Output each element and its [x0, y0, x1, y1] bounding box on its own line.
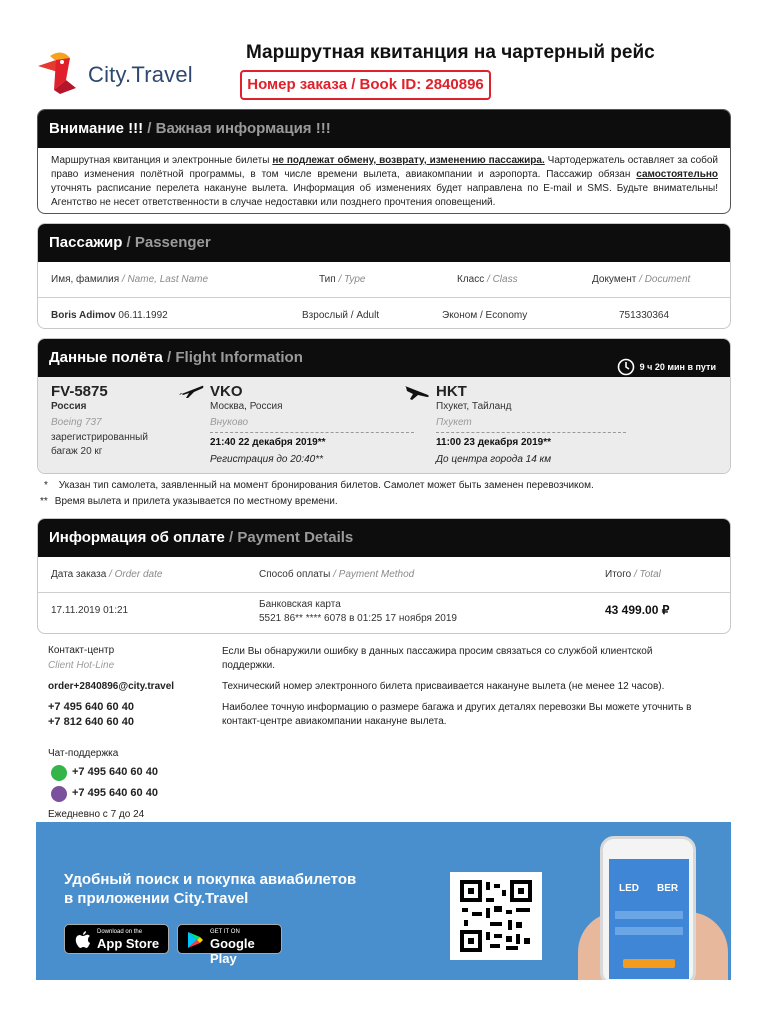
banner-line: Удобный поиск и покупка авиабилетов [64, 871, 357, 888]
warning-section [37, 109, 731, 214]
payment-header [38, 519, 730, 557]
arrival-airport: Пхукет [436, 417, 472, 428]
passenger-subtitle: / Passenger [122, 234, 211, 251]
whatsapp-number[interactable]: +7 495 640 60 40 [72, 766, 158, 778]
col-class-header [457, 262, 518, 298]
footnote-text: Указан тип самолета, заявленный на момент бронирования билетов. Самолет может быть заменен перевозчиком. [58, 480, 594, 491]
warning-text [38, 148, 730, 210]
payment-table-header [38, 557, 730, 593]
col-date-header [51, 557, 162, 593]
passenger-section [37, 223, 731, 329]
phone-field [615, 927, 683, 935]
col-label: Итого [605, 569, 632, 580]
google-play-icon [187, 931, 204, 949]
qr-code[interactable] [450, 872, 542, 960]
footnotes [40, 478, 594, 510]
passenger-table-header [38, 262, 730, 298]
arrival-time: 11:00 23 декабря 2019** [436, 437, 551, 448]
aircraft-type: Boeing 737 [51, 417, 102, 428]
col-label: Документ [592, 274, 637, 285]
google-play-label: Google Play [210, 936, 255, 966]
divider [210, 432, 414, 433]
footnote [44, 478, 594, 494]
flight-country: Россия [51, 401, 87, 412]
flight-details [38, 377, 730, 474]
col-label: Класс [457, 274, 485, 285]
warning-emphasis: самостоятельно [636, 169, 718, 180]
logo-text: City.Travel [88, 62, 193, 87]
payment-subtitle: / Payment Details [224, 529, 354, 546]
app-store-button[interactable] [64, 924, 169, 954]
info-paragraph: Если Вы обнаружили ошибку в данных пассажира просим связаться со службой клиентской поддержки. [222, 646, 653, 671]
col-sublabel: / Total [631, 569, 661, 580]
table-row [38, 593, 730, 634]
departure-city: Москва, Россия [210, 401, 283, 412]
app-store-small-text: Download on the [97, 929, 143, 935]
divider [436, 432, 626, 433]
col-sublabel: / Name, Last Name [119, 274, 209, 285]
duration-text: 9 ч 20 мин в пути [639, 362, 716, 372]
warning-subtitle: / Важная информация !!! [143, 120, 331, 137]
passenger-type: Взрослый / Adult [302, 310, 380, 321]
chat-support-label: Чат-поддержка [48, 748, 119, 759]
departure-time: 21:40 22 декабря 2019** [210, 437, 326, 448]
col-sublabel: / Order date [106, 569, 163, 580]
passenger-name-text: Boris Adimov [51, 310, 116, 321]
departure-code: VKO [210, 383, 243, 400]
passenger-header [38, 224, 730, 262]
city-distance: До центра города 14 км [436, 454, 552, 465]
flight-section [37, 338, 731, 474]
flight-title: Данные полёта [49, 349, 163, 366]
app-store-label: App Store [97, 936, 160, 951]
registration-deadline: Регистрация до 20:40** [210, 454, 324, 465]
warning-text-part: Маршрутная квитанция и электронные билеты [51, 155, 273, 166]
footnote-text: Время вылета и прилета указывается по местному времени. [54, 496, 338, 507]
contact-center-sublabel: Client Hot-Line [48, 660, 115, 671]
col-document-header [592, 262, 690, 298]
google-play-button[interactable] [177, 924, 282, 966]
contact-phone-moscow[interactable]: +7 495 640 60 40 [48, 701, 134, 713]
footnote-mark: ** [40, 496, 48, 507]
payment-section [37, 518, 731, 634]
col-sublabel: / Payment Method [330, 569, 415, 580]
page-title: Маршрутная квитанция на чартерный рейс [246, 42, 655, 63]
banner-title [64, 870, 356, 908]
phone-to-code: BER [657, 883, 679, 894]
whatsapp-icon [51, 765, 67, 781]
info-paragraph: Технический номер электронного билета присваивается накануне вылета (не менее 12 часов). [222, 681, 665, 692]
city-travel-logo[interactable] [36, 50, 196, 102]
baggage-line-2: багаж 20 кг [51, 446, 103, 457]
viber-number[interactable]: +7 495 640 60 40 [72, 787, 158, 799]
flight-subtitle: / Flight Information [162, 349, 303, 366]
departure-airport: Внуково [210, 417, 249, 428]
phone-illustration [600, 836, 696, 980]
col-label: Тип [319, 274, 336, 285]
departure-plane-icon [178, 383, 204, 399]
payment-title: Информация об оплате [49, 529, 225, 546]
flight-number: FV-5875 [51, 383, 108, 400]
warning-emphasis: не подлежат обмену, возврату, изменению пассажира. [272, 155, 545, 166]
info-paragraph: Наиболее точную информацию о размере багажа и других деталях перевозки Вы можете уточнить в контакт-центре авиакомпании накануне вылета. [222, 702, 692, 727]
phone-from-code: LED [619, 883, 639, 894]
order-date: 17.11.2019 01:21 [51, 605, 129, 616]
page-header [0, 0, 768, 108]
contact-center-label: Контакт-центр [48, 645, 115, 656]
passenger-dob: 06.11.1992 [115, 310, 168, 321]
warning-title: Внимание !!! [49, 120, 144, 137]
warning-text-part: Чартодержатель оставляет за собой право изменения полётной программы, в том числе времени вылета, авиакомпании и аэропорта. Пассажир обязан [51, 155, 718, 180]
phone-screen [609, 859, 689, 979]
col-sublabel: / Type [335, 274, 366, 285]
phone-field [615, 911, 683, 919]
col-total-header [605, 557, 661, 593]
arrival-city: Пхукет, Тайланд [436, 401, 512, 412]
booking-id-badge: Номер заказа / Book ID: 2840896 [240, 70, 491, 100]
col-label: Дата заказа [51, 569, 107, 580]
passenger-name [51, 298, 168, 329]
card-details: 5521 86** **** 6078 в 01:25 17 ноября 2019 [259, 613, 457, 624]
passenger-class: Эконом / Economy [442, 310, 528, 321]
arrival-code: HKT [436, 383, 467, 400]
col-label: Имя, фамилия [51, 274, 120, 285]
col-label: Способ оплаты [259, 569, 331, 580]
col-type-header [319, 262, 366, 298]
flight-header [38, 339, 730, 377]
passenger-document: 751330364 [619, 310, 670, 321]
viber-icon [51, 786, 67, 802]
passenger-title: Пассажир [49, 234, 123, 251]
table-row [38, 298, 730, 329]
qr-code-icon [450, 872, 542, 960]
warning-header [38, 110, 730, 148]
footnote [40, 494, 594, 510]
col-sublabel: / Class [484, 274, 518, 285]
banner-line: в приложении City.Travel [64, 890, 249, 907]
baggage-line-1: зарегистрированный [51, 432, 148, 443]
contact-phone-spb[interactable]: +7 812 640 60 40 [48, 716, 134, 728]
payment-method: Банковская карта [259, 599, 341, 610]
google-play-small-text: GET IT ON [210, 929, 240, 935]
col-name-header [51, 262, 208, 298]
apple-icon [75, 931, 91, 949]
col-sublabel: / Document [636, 274, 691, 285]
clock-icon [617, 358, 635, 376]
phone-search-button [623, 959, 675, 968]
arrival-plane-icon [404, 383, 430, 401]
contact-email[interactable]: order+2840896@city.travel [48, 681, 175, 692]
bird-logo-icon [36, 50, 86, 96]
support-hours: Ежедневно с 7 до 24 [48, 809, 145, 820]
footnote-mark: * [44, 480, 48, 491]
order-total: 43 499.00 ₽ [605, 603, 670, 617]
app-promo-banner [36, 822, 731, 980]
warning-text-part: уточнять расписание перелета накануне вылета. Информация об изменениях будет направлена по E-mail и SMS. Будьте внимательны! Агентство не несет ответственности в случае недоставки или позднего прочтения оповещений. [51, 183, 718, 208]
